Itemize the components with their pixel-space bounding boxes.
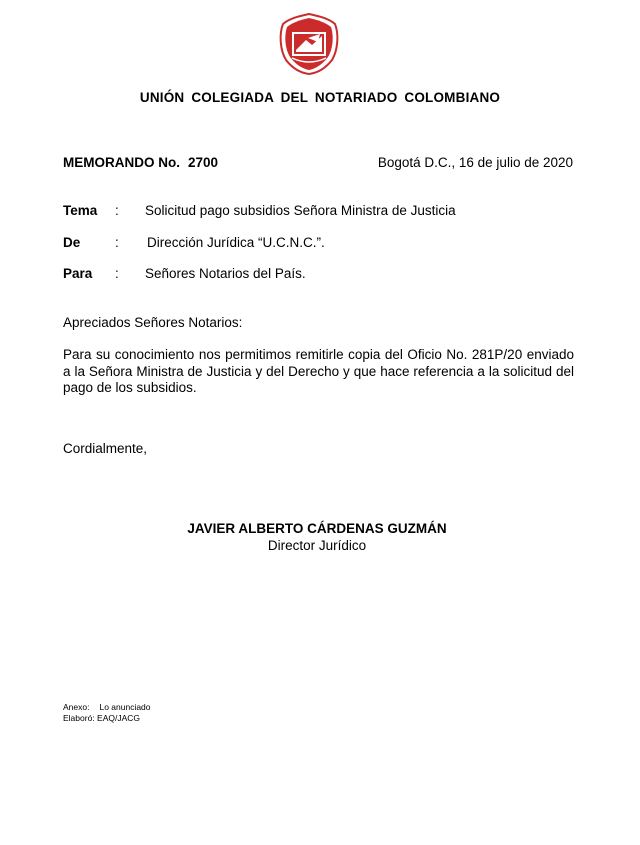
signer-role: Director Jurídico [267, 538, 367, 553]
field-value: Solicitud pago subsidios Señora Ministra de Justicia [145, 203, 456, 218]
organization-name: UNIÓN COLEGIADA DEL NOTARIADO COLOMBIANO [139, 90, 501, 105]
footer-elaboro-value: EAQ/JACG [97, 713, 141, 723]
ucnc-logo [278, 12, 340, 76]
field-label: Para [63, 266, 93, 281]
greeting: Apreciados Señores Notarios: [63, 315, 243, 330]
body-paragraph: Para su conocimiento nos permitimos remitirle copia del Oficio No. 281P/20 enviado a la Señora Ministra de Justicia y del Derecho y que hace referencia a la solicitud del pago de los subsidios. [63, 347, 574, 395]
footer-elaboro [63, 713, 140, 723]
field-label: Tema [63, 203, 98, 218]
field-colon: : [115, 203, 119, 218]
memo-number [63, 155, 218, 170]
logo-lettering: U.C.N.C [297, 20, 321, 27]
field-label: De [63, 235, 81, 250]
field-value: Señores Notarios del País. [145, 266, 306, 281]
field-value: Dirección Jurídica “U.C.N.C.”. [147, 235, 325, 250]
ucnc-seal-icon [278, 12, 340, 76]
closing: Cordialmente, [63, 441, 148, 456]
field-colon: : [115, 266, 119, 281]
footer-anexo [63, 702, 151, 712]
footer-anexo-value: Lo anunciado [99, 702, 151, 712]
footer-elaboro-label: Elaboró: [63, 713, 95, 723]
footer-anexo-label: Anexo: [63, 702, 90, 712]
field-colon: : [115, 235, 119, 250]
memo-date: Bogotá D.C., 16 de julio de 2020 [377, 155, 573, 170]
memo-number-label: MEMORANDO No. [63, 155, 180, 170]
memo-number-value: 2700 [188, 155, 219, 170]
signer-name: JAVIER ALBERTO CÁRDENAS GUZMÁN [187, 521, 447, 536]
